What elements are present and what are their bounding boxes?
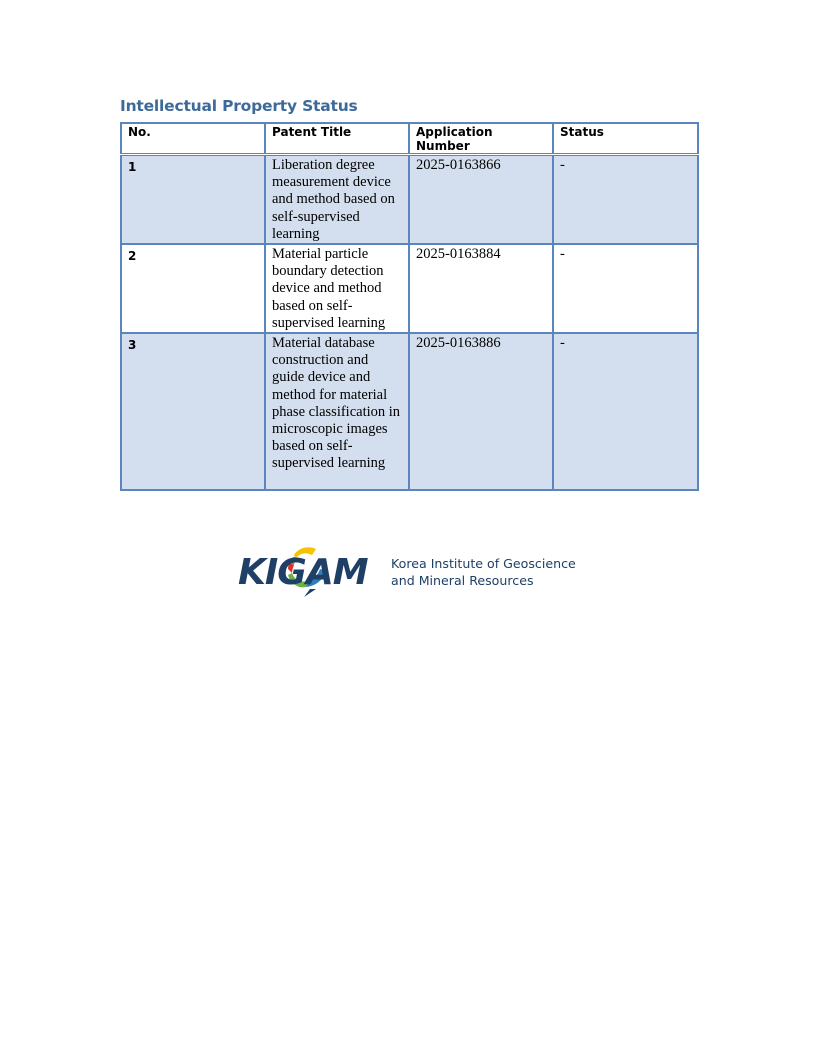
kigam-logo-name	[391, 555, 576, 589]
row-no: 3	[121, 333, 265, 490]
row-patent-title: Material database construction and guide device and method for material phase classification in microscopic images based on self-supervised learning	[265, 333, 409, 490]
row-status: -	[553, 155, 698, 245]
row-patent-title: Liberation degree measurement device and method based on self-supervised learning	[265, 155, 409, 245]
kigam-logo-mark	[238, 543, 388, 597]
table-header-row	[121, 123, 698, 155]
header-status: Status	[553, 123, 698, 155]
row-status: -	[553, 244, 698, 333]
header-application-number: Application Number	[409, 123, 553, 155]
logo-name-line1: Korea Institute of Geoscience	[391, 556, 576, 571]
logo-name-line2: and Mineral Resources	[391, 573, 534, 588]
table-row	[121, 333, 698, 490]
row-no: 1	[121, 155, 265, 245]
row-application-number: 2025-0163866	[409, 155, 553, 245]
section-title: Intellectual Property Status	[120, 97, 358, 115]
row-no: 2	[121, 244, 265, 333]
row-patent-title: Material particle boundary detection device and method based on self-supervised learning	[265, 244, 409, 333]
ip-status-table	[120, 122, 699, 491]
table-row	[121, 155, 698, 245]
row-application-number: 2025-0163884	[409, 244, 553, 333]
row-status: -	[553, 333, 698, 490]
header-no: No.	[121, 123, 265, 155]
table-row	[121, 244, 698, 333]
kigam-logo	[238, 543, 583, 597]
logo-wordmark: KIGAM	[238, 552, 368, 593]
header-patent-title: Patent Title	[265, 123, 409, 155]
row-application-number: 2025-0163886	[409, 333, 553, 490]
